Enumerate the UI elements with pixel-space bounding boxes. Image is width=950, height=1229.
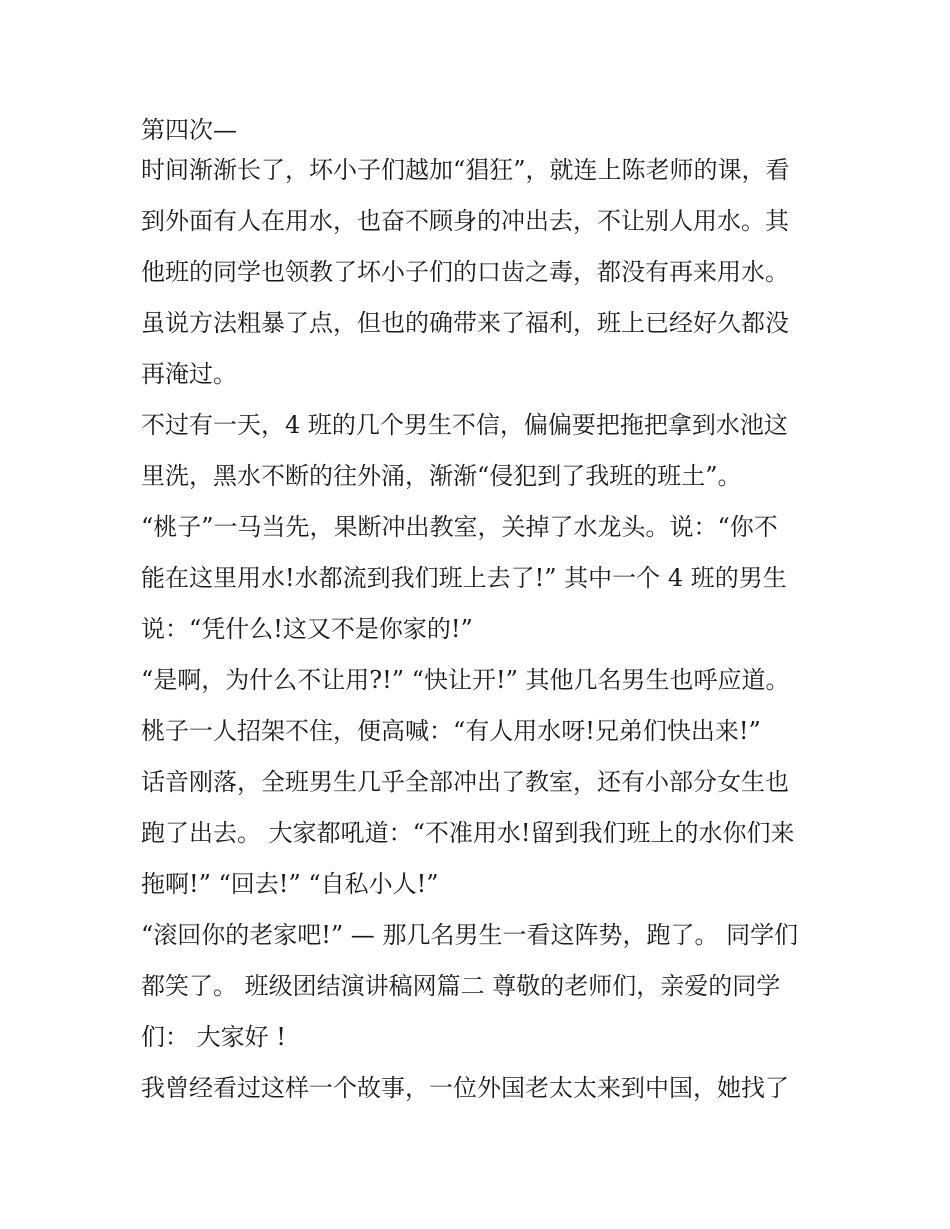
text-line: 虽说方法粗暴了点，但也的确带来了福利，班上已经好久都没 [141,309,789,337]
text-line: 他班的同学也领教了坏小子们的口齿之毒，都没有再来用水。 [141,258,789,286]
text-line: 到外面有人在用水，也奋不顾身的冲出去，不让别人用水。其 [141,207,789,235]
text-line: 说：“凭什么!这又不是你家的!” [141,615,473,643]
text-line: “桃子”一马当先，果断冲出教室，关掉了水龙头。说：“你不 [141,513,778,541]
text-line: 时间渐渐长了，坏小子们越加“猖狂”，就连上陈老师的课，看 [141,156,790,184]
text-line: 我曾经看过这样一个故事，一位外国老太太来到中国，她找了 [141,1074,789,1102]
text-line: 跑了出去。 大家都吼道：“不准用水!留到我们班上的水你们来 [141,819,795,847]
text-line: “是啊，为什么不让用?!” “快让开!” 其他几名男生也呼应道。 [141,666,790,694]
text-line: 再淹过。 [141,360,237,388]
text-line: 能在这里用水!水都流到我们班上去了!” 其中一个 4 班的男生 [141,564,787,592]
text-line: 桃子一人招架不住，便高喊：“有人用水呀!兄弟们快出来!” [141,717,761,745]
text-line: 拖啊!” “回去!” “自私小人!” [141,870,439,898]
body-text [141,110,821,1119]
text-line: 里洗，黑水不断的往外涌，渐渐“侵犯到了我班的班土”。 [141,462,742,490]
section-heading: 第四次— [141,116,237,144]
text-line: 都笑了。 班级团结演讲稿网篇二 尊敬的老师们，亲爱的同学 [141,972,781,1000]
text-line: 们： 大家好 ! [141,1023,286,1051]
text-line: 不过有一天，4 班的几个男生不信，偏偏要把拖把拿到水池这 [141,411,788,439]
text-line: “滚回你的老家吧!” — 那几名男生一看这阵势，跑了。 同学们 [141,921,799,949]
text-line: 话音刚落，全班男生几乎全部冲出了教室，还有小部分女生也 [141,768,789,796]
